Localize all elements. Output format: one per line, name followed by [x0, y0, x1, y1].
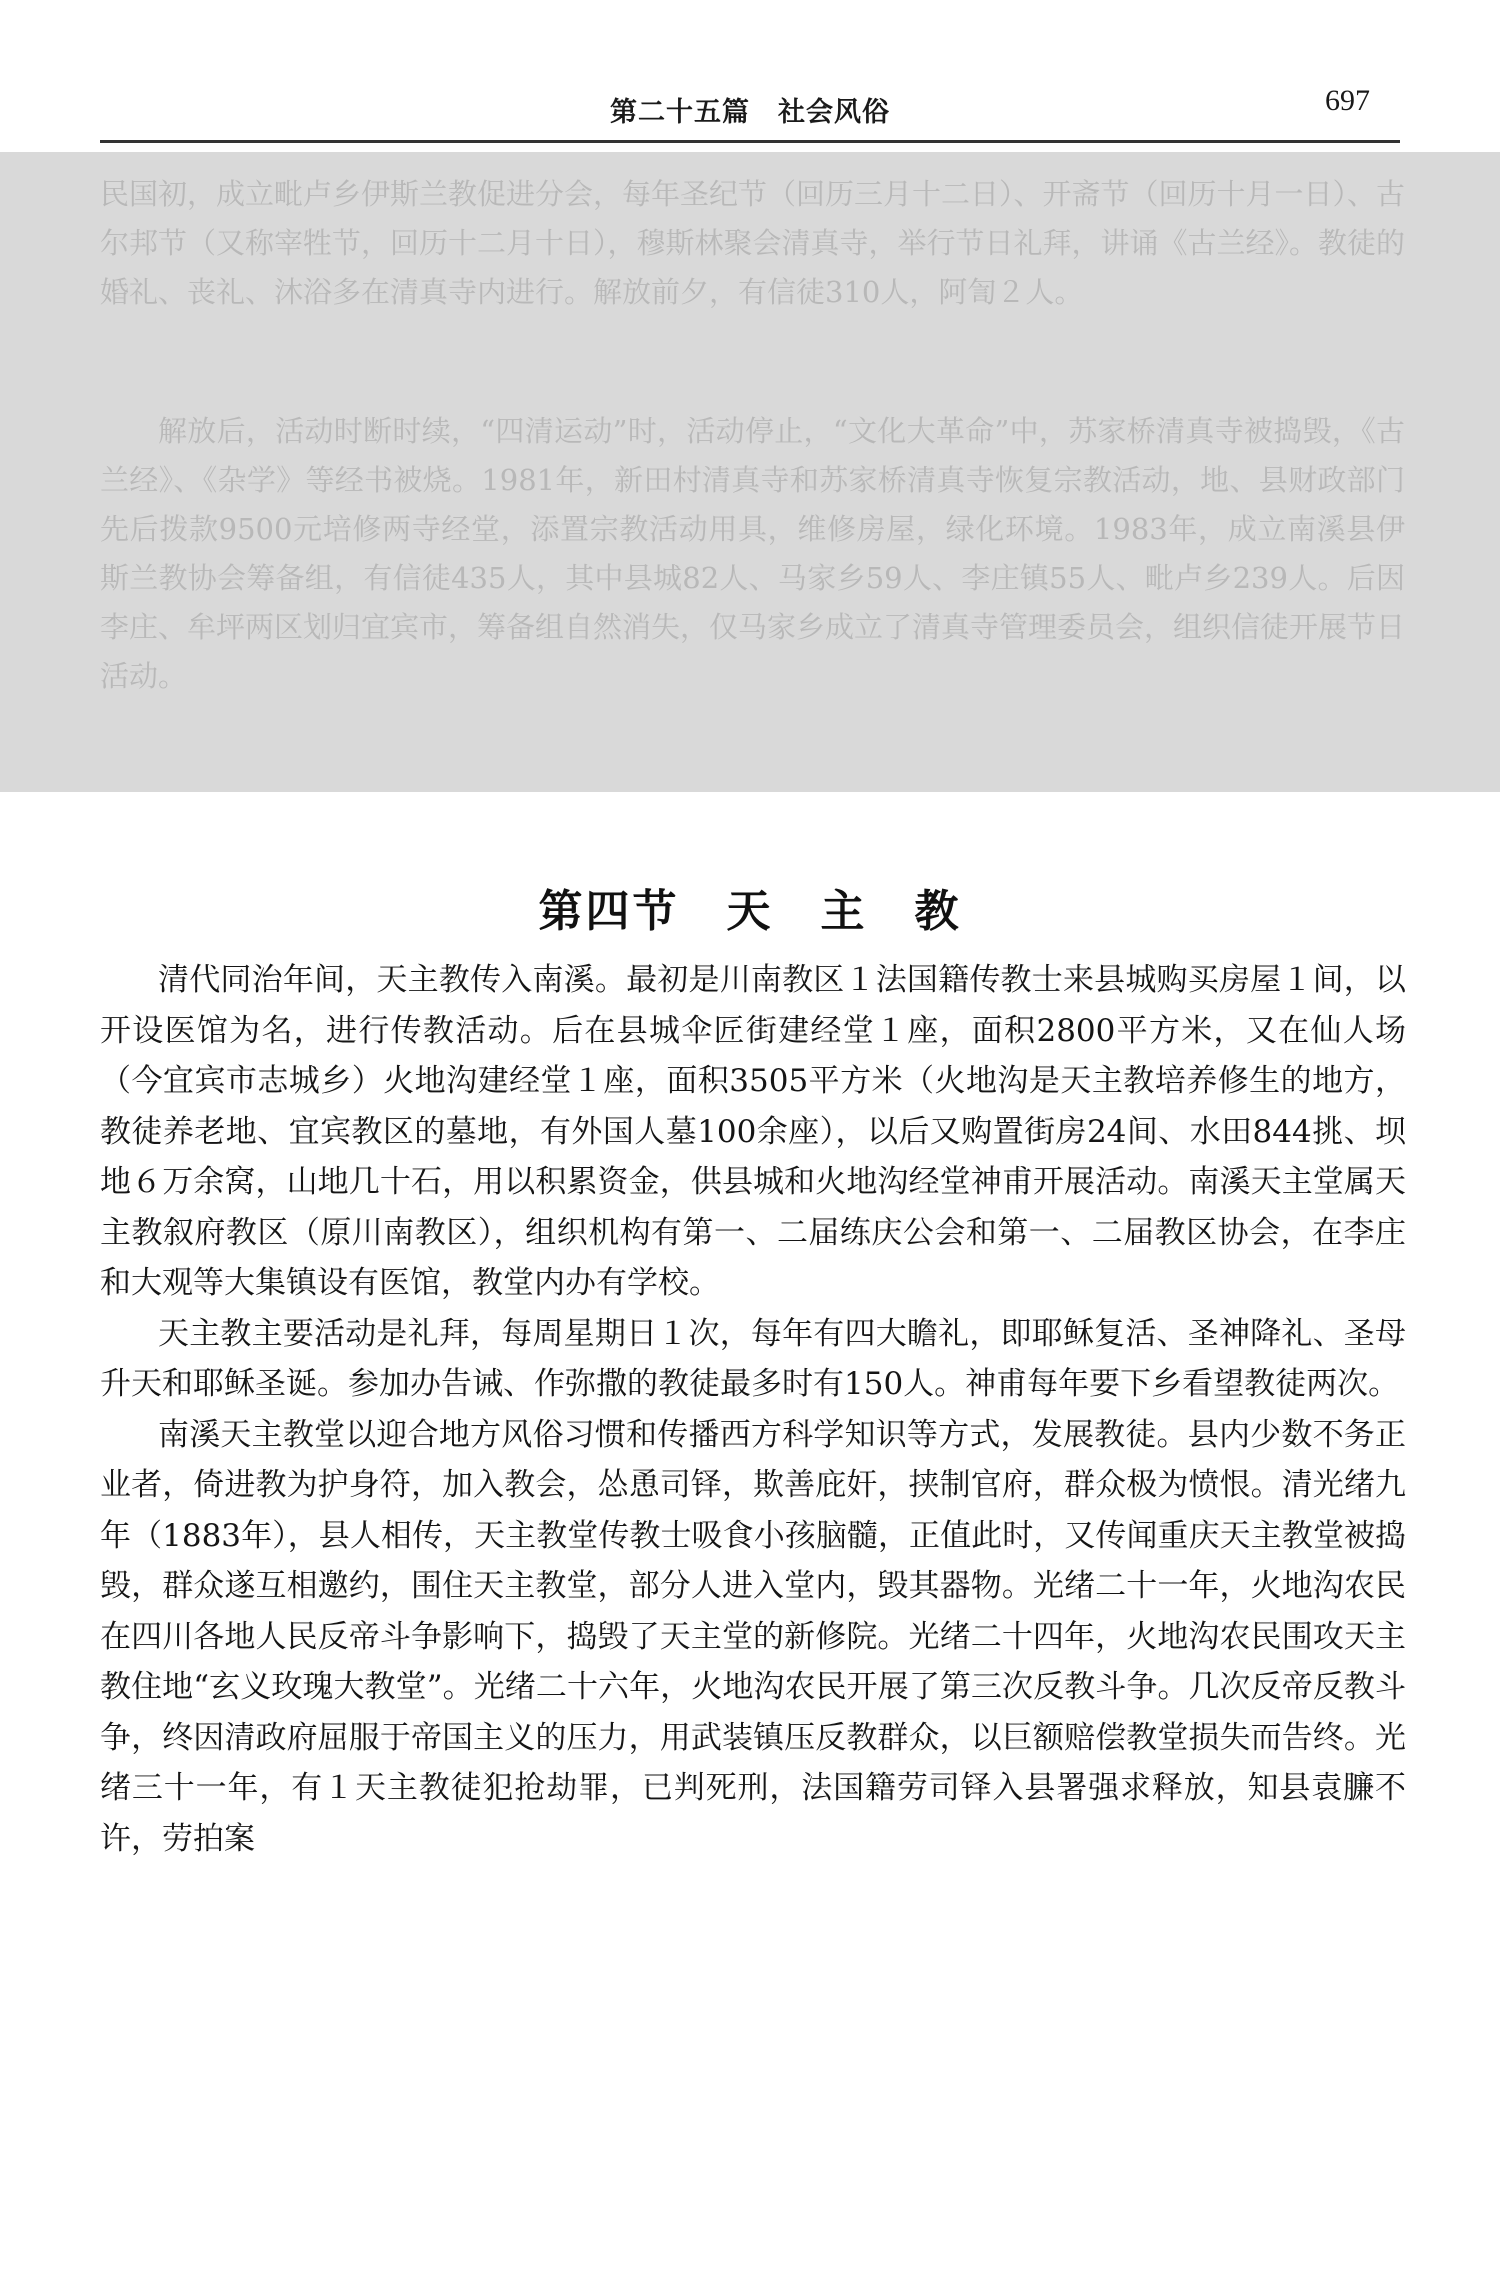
faded-paragraph: 解放后，活动时断时续，“四清运动”时，活动停止，“文化大革命”中，苏家桥清真寺被捣毁，《古兰经》、《杂学》等经书被烧。1981年，新田村清真寺和苏家桥清真寺恢复宗教活动，地、县财政部门先后拨款9500元培修两寺经堂，添置宗教活动用具，维修房屋，绿化环境。1983年，成立南溪县伊斯兰教协会筹备组，有信徒435人，其中县城82人、马家乡59人、李庄镇55人、毗卢乡239人。后因李庄、牟坪两区划归宜宾市，筹备组自然消失，仅马家乡成立了清真寺管理委员会，组织信徒开展节日活动。 — [100, 414, 1406, 693]
section-body — [100, 955, 1406, 1864]
body-paragraph: 天主教主要活动是礼拜，每周星期日１次，每年有四大瞻礼，即耶稣复活、圣神降礼、圣母升天和耶稣圣诞。参加办告诫、作弥撒的教徒最多时有150人。神甫每年要下乡看望教徒两次。 — [100, 1315, 1406, 1402]
page-number: 697 — [1325, 84, 1370, 117]
body-paragraph: 清代同治年间，天主教传入南溪。最初是川南教区１法国籍传教士来县城购买房屋１间，以开设医馆为名，进行传教活动。后在县城伞匠街建经堂１座，面积2800平方米，又在仙人场（今宜宾市志城乡）火地沟建经堂１座，面积3505平方米（火地沟是天主教培养修生的地方，教徒养老地、宜宾教区的墓地，有外国人墓100余座），以后又购置街房24间、水田844挑、坝地６万余窝，山地几十石，用以积累资金，供县城和火地沟经堂神甫开展活动。南溪天主堂属天主教叙府教区（原川南教区），组织机构有第一、二届练庆公会和第一、二届教区协会，在李庄和大观等大集镇设有医馆，教堂内办有学校。 — [100, 962, 1406, 1301]
body-paragraph: 南溪天主教堂以迎合地方风俗习惯和传播西方科学知识等方式，发展教徒。县内少数不务正业者，倚进教为护身符，加入教会，怂恿司铎，欺善庇奸，挟制官府，群众极为愤恨。清光绪九年（1883年），县人相传，天主教堂传教士吸食小孩脑髓，正值此时，又传闻重庆天主教堂被捣毁，群众遂互相邀约，围住天主教堂，部分人进入堂内，毁其器物。光绪二十一年，火地沟农民在四川各地人民反帝斗争影响下，捣毁了天主堂的新修院。光绪二十四年，火地沟农民围攻天主教住地“玄义玫瑰大教堂”。光绪二十六年，火地沟农民开展了第三次反教斗争。几次反帝反教斗争，终因清政府屈服于帝国主义的压力，用武装镇压反教群众，以巨额赔偿教堂损失而告终。光绪三十一年，有１天主教徒犯抢劫罪，已判死刑，法国籍劳司铎入县署强求释放，知县袁臁不许，劳拍案 — [100, 1416, 1406, 1857]
running-header-title: 第二十五篇 社会风俗 — [610, 97, 890, 128]
section-title: 第四节 天 主 教 — [538, 885, 962, 937]
header-rule — [100, 140, 1400, 143]
faded-text-block — [0, 152, 1500, 792]
faded-paragraph: 民国初，成立毗卢乡伊斯兰教促进分会，每年圣纪节（回历三月十二日）、开斋节（回历十月一日）、古尔邦节（又称宰牲节，回历十二月十日），穆斯林聚会清真寺，举行节日礼拜，讲诵《古兰经》。教徒的婚礼、丧礼、沐浴多在清真寺内进行。解放前夕，有信徒310人，阿訇２人。 — [100, 177, 1406, 309]
page-header — [100, 78, 1400, 128]
